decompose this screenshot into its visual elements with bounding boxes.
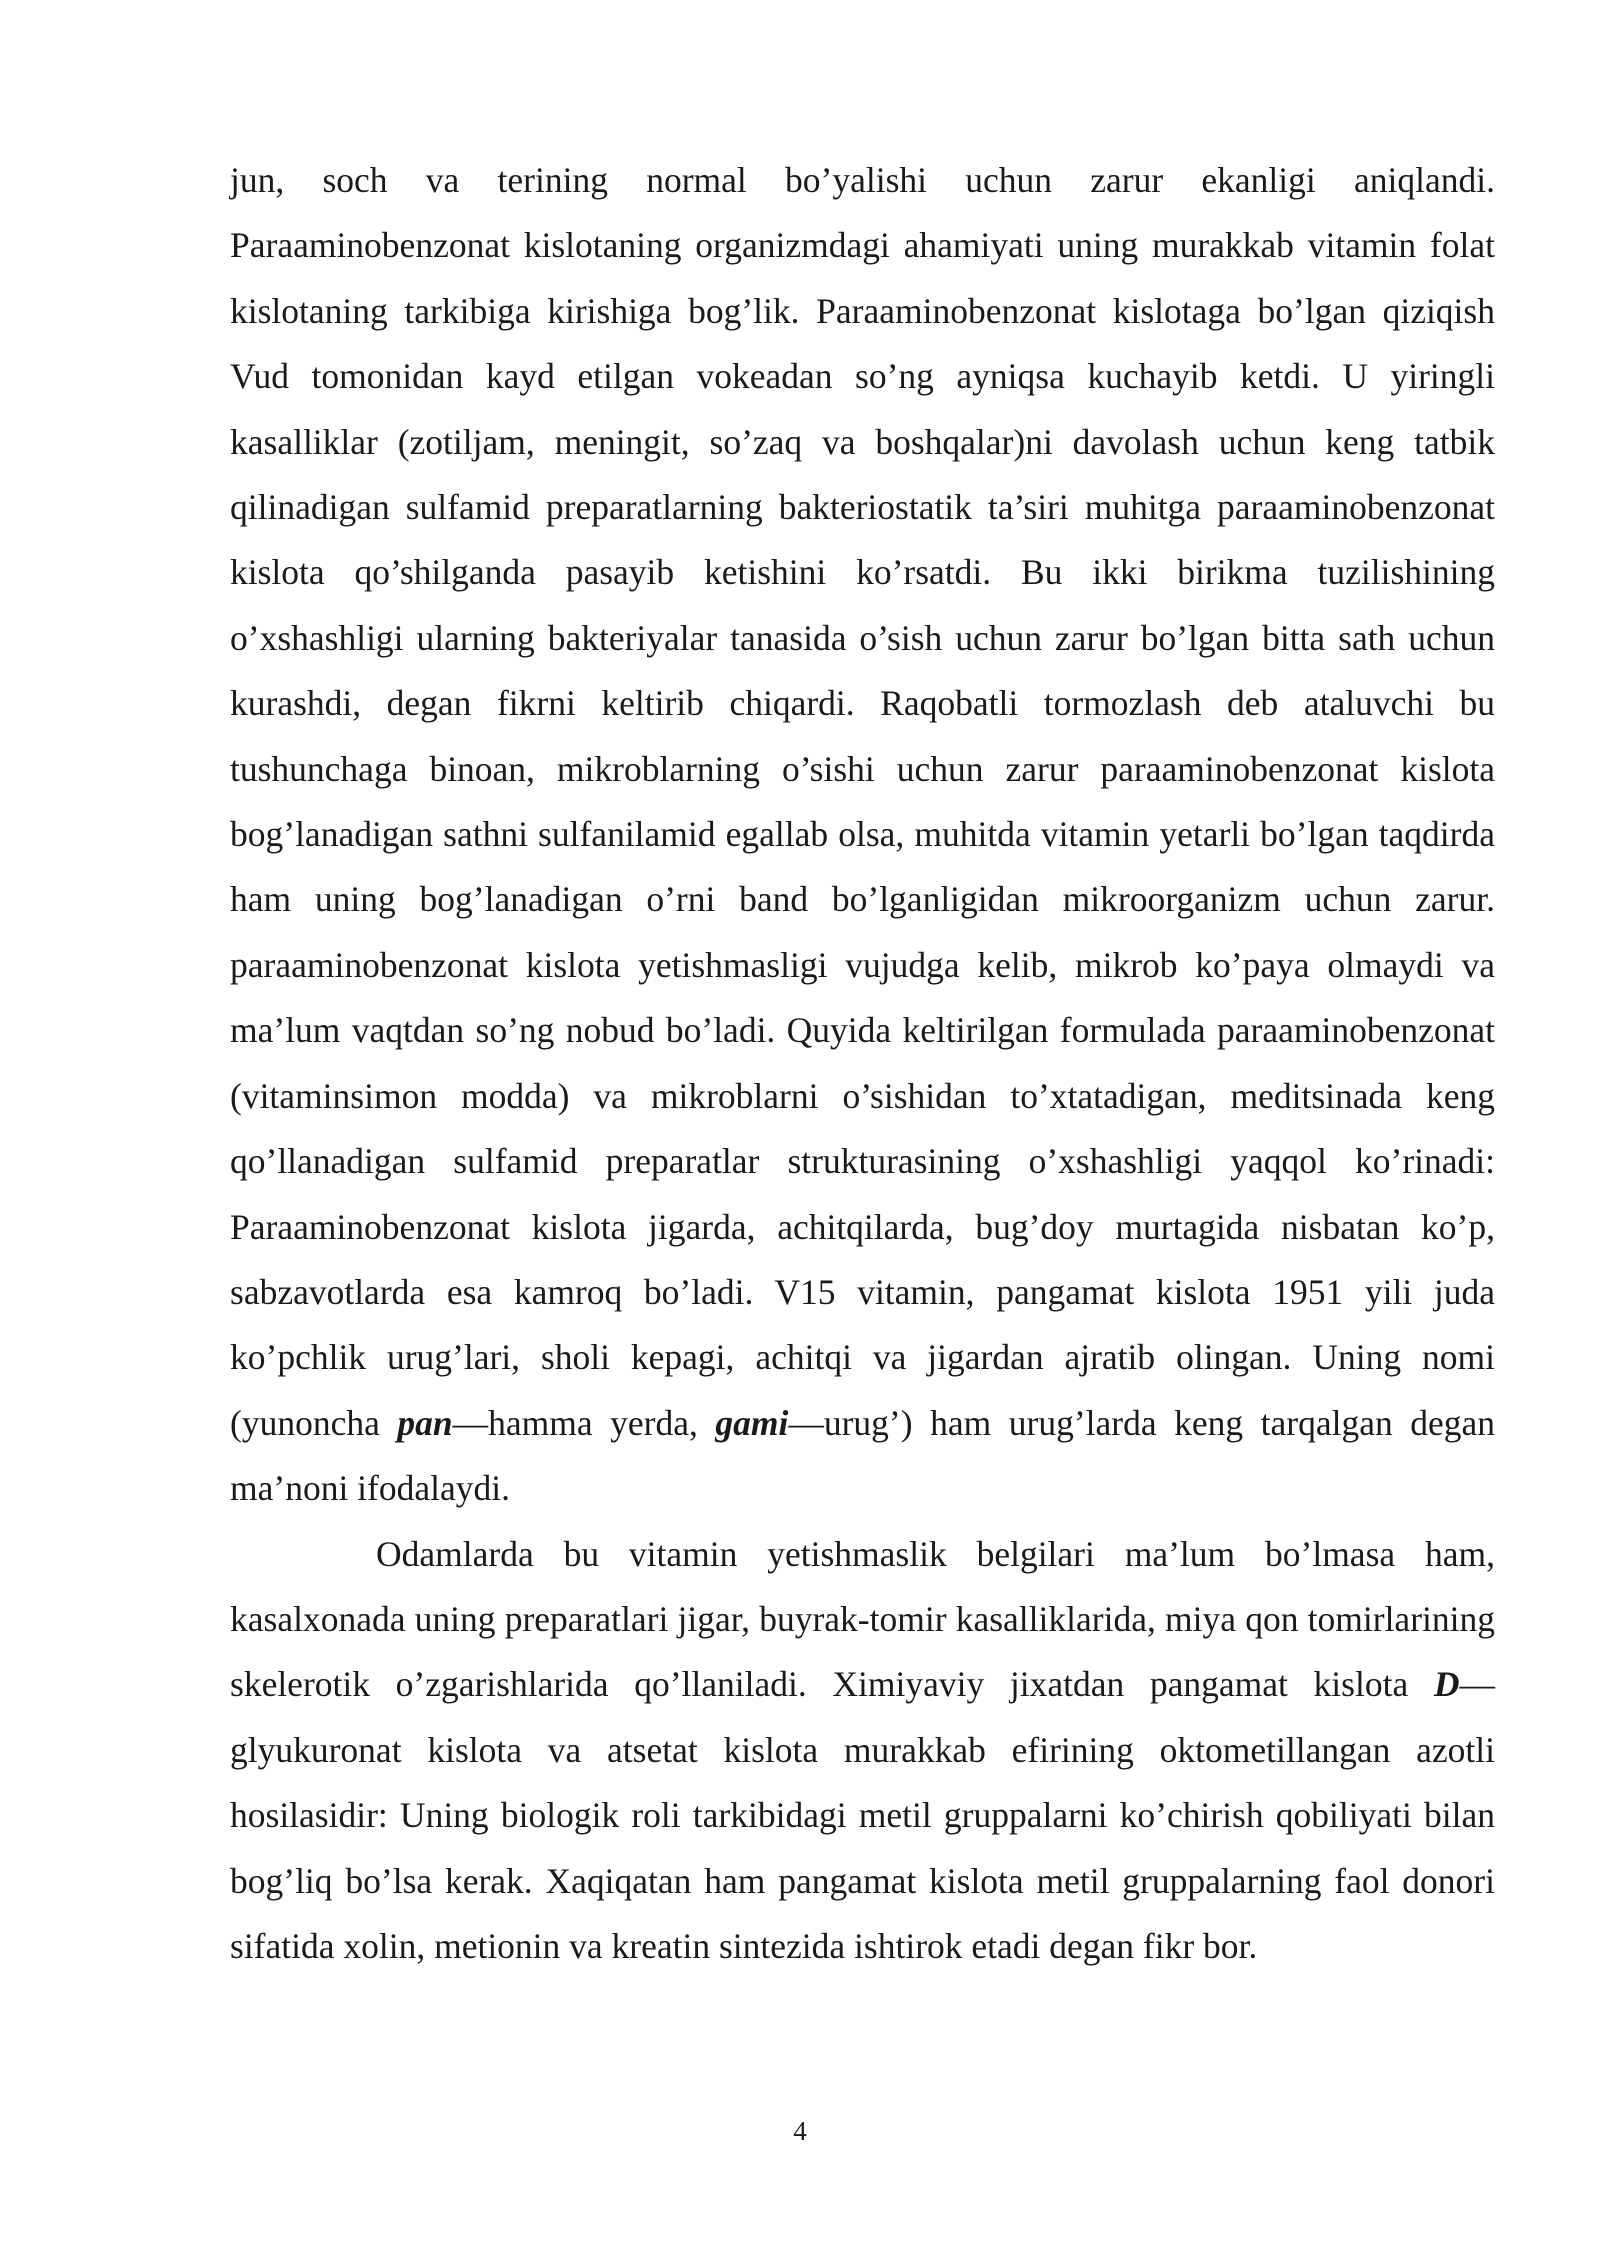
body-text [230,148,1495,1979]
term-gami: gami [715,1402,789,1443]
paragraph-1-text-1: jun, soch va terining normal bo’yalishi uchun zarur ekanligi aniqlandi. Paraaminobenzonat kislotaning organizmdagi ahamiyati uning murakkab vitamin folat kislotaning tarkibiga kirishiga bog’lik. Paraaminobenzonat kislotaga bo’lgan qiziqish Vud tomonidan kayd etilgan vokeadan so’ng ayniqsa kuchayib ketdi. U yiringli kasalliklar (zotiljam, meningit, so’zaq va boshqalar)ni davolash uchun keng tatbik qilinadigan sulfamid preparatlarning bakteriostatik ta’siri muhitga paraaminobenzonat kislota qo’shilganda pasayib ketishini ko’rsatdi. Bu ikki birikma tuzilishining o’xshashligi ularning bakteriyalar tanasida o’sish uchun zarur bo’lgan bitta sath uchun kurashdi, degan fikrni keltirib chiqardi. Raqobatli tormozlash deb ataluvchi bu tushunchaga binoan, mikroblarning o’sishi uchun zarur paraaminobenzonat kislota bog’lanadigan sathni sulfanilamid egallab olsa, muhitda vitamin yetarli bo’lgan taqdirda ham uning bog’lanadigan o’rni band bo’lganligidan mikroorganizm uchun zarur. paraaminobenzonat kislota yetishmasligi vujudga kelib, mikrob ko’paya olmaydi va ma’lum vaqtdan so’ng nobud bo’ladi. Quyida keltirilgan formulada paraaminobenzonat (vitaminsimon modda) va mikroblarni o’sishidan to’xtatadigan, meditsinada keng qo’llanadigan sulfamid preparatlar strukturasining o’xshashligi yaqqol ko’rinadi: Paraaminobenzonat kislota jigarda, achitqilarda, bug’doy murtagida nisbatan ko’p, sabzavotlarda esa kamroq bo’ladi. V15 vitamin, pangamat kislota 1951 yili juda ko’pchlik urug’lari, sholi kepagi, achitqi va jigardan ajratib olingan. Uning nomi (yunoncha [230,160,1495,1443]
paragraph-1-text-3: —urug’) ham urug’larda keng tarqalgan degan ma’noni ifodalaydi. [230,1402,1496,1509]
paragraph-2 [230,1522,1495,1980]
page-number: 4 [793,2116,807,2146]
term-d: D [1433,1664,1460,1705]
paragraph-2-text-1: Odamlarda bu vitamin yetishmaslik belgilari ma’lum bo’lmasa ham, kasalxonada uning preparatlari jigar, buyrak-tomir kasalliklarida, miya qon tomirlarining skelerotik o’zgarishlarida qo’llaniladi. Ximiyaviy jixatdan pangamat kislota [230,1533,1495,1705]
paragraph-2-text-2: —glyukuronat kislota va atsetat kislota murakkab efirining oktometillangan azotli hosilasidir: Uning biologik roli tarkibidagi metil gruppalarni ko’chirish qobiliyati bilan bog’liq bo’lsa kerak. Xaqiqatan ham pangamat kislota metil gruppalarning faol donori sifatida xolin, metionin va kreatin sintezida ishtirok etadi degan fikr bor. [230,1664,1495,1966]
term-pan: pan [397,1402,453,1443]
paragraph-1-text-2: —hamma yerda, [452,1402,716,1443]
paragraph-1 [230,148,1495,1522]
